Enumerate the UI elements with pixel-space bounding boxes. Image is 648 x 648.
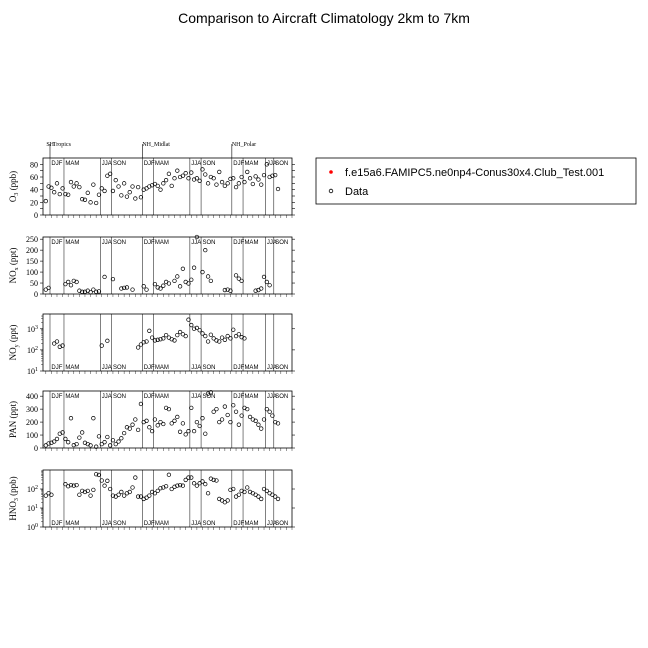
season-label: SON: [112, 161, 126, 167]
y-axis-label: PAN (ppt): [8, 401, 18, 438]
data-point: [192, 429, 196, 433]
data-point: [103, 189, 107, 193]
data-point: [257, 178, 261, 182]
data-point: [78, 493, 82, 497]
region-label: SH: [46, 142, 55, 148]
data-point: [259, 183, 263, 187]
data-point: [173, 176, 177, 180]
data-point: [203, 334, 207, 338]
data-point: [167, 172, 171, 176]
data-point: [134, 418, 138, 422]
panel-hno3: [8, 470, 295, 532]
y-tick-label: $10^1$: [27, 367, 38, 376]
y-tick-label: $10^2$: [27, 485, 38, 494]
panel-pan: [8, 390, 295, 453]
data-point: [245, 170, 249, 174]
data-point: [131, 486, 135, 490]
data-point: [192, 266, 196, 270]
y-tick-label: 250: [26, 235, 38, 245]
season-label: JJA: [191, 161, 202, 167]
y-tick-label: 80: [30, 160, 38, 170]
data-point: [226, 499, 230, 503]
data-point: [148, 425, 152, 429]
data-point: [136, 185, 140, 189]
data-point: [178, 430, 182, 434]
data-point: [237, 332, 241, 336]
season-label: JJA: [191, 394, 202, 400]
data-point: [125, 195, 129, 199]
season-label: JJA: [191, 240, 202, 246]
season-label: MAM: [65, 521, 80, 527]
season-label: SON: [202, 394, 216, 400]
season-label: SON: [275, 365, 289, 371]
data-point: [103, 484, 107, 488]
data-point: [89, 494, 93, 498]
season-label: DJF: [143, 161, 155, 167]
season-label: MAM: [65, 365, 80, 371]
season-label: JJA: [101, 394, 112, 400]
data-point: [181, 267, 185, 271]
data-point: [209, 333, 213, 337]
data-point: [86, 191, 90, 195]
season-label: SON: [112, 365, 126, 371]
data-point: [128, 190, 132, 194]
region-label: Tropics: [52, 142, 71, 148]
data-point: [162, 182, 166, 186]
data-point: [170, 184, 174, 188]
data-point: [173, 279, 177, 283]
data-point: [203, 482, 207, 486]
season-label: MAM: [244, 240, 259, 246]
y-tick-label: 400: [26, 392, 38, 402]
data-point: [175, 169, 179, 173]
data-point: [257, 423, 261, 427]
data-point: [251, 182, 255, 186]
data-point: [122, 431, 126, 435]
y-tick-label: 300: [26, 405, 38, 415]
data-point: [156, 424, 160, 428]
y-axis-label: $HNO_3$ (ppb): [8, 476, 20, 521]
season-label: MAM: [65, 161, 80, 167]
data-point: [223, 338, 227, 342]
region-label: NH_Polar: [231, 142, 257, 148]
y-tick-label: 150: [26, 257, 38, 267]
data-point: [55, 182, 59, 186]
season-label: JJA: [266, 161, 277, 167]
season-label: SON: [275, 521, 289, 527]
data-point: [276, 187, 280, 191]
legend: [316, 158, 636, 204]
panels: [8, 142, 295, 532]
data-point: [148, 329, 152, 333]
data-point: [55, 340, 59, 344]
data-point: [226, 413, 230, 417]
season-label: DJF: [233, 394, 245, 400]
season-label: DJF: [51, 365, 63, 371]
data-point: [92, 416, 96, 420]
plot-frame: [43, 470, 292, 527]
data-point: [215, 183, 219, 187]
season-label: MAM: [65, 394, 80, 400]
y-tick-label: 0: [34, 444, 38, 453]
season-label: MAM: [244, 394, 259, 400]
season-label: JJA: [266, 240, 277, 246]
y-tick-label: 0: [34, 211, 38, 220]
data-point: [234, 185, 238, 189]
y-tick-label: 200: [26, 418, 38, 428]
season-label: JJA: [266, 394, 277, 400]
season-label: SON: [202, 240, 216, 246]
data-point: [55, 437, 59, 441]
data-point: [175, 333, 179, 337]
season-label: DJF: [233, 161, 245, 167]
data-point: [237, 182, 241, 186]
season-label: SON: [112, 240, 126, 246]
data-point: [134, 476, 138, 480]
data-point: [89, 201, 93, 205]
data-point: [136, 346, 140, 350]
data-point: [136, 428, 140, 432]
data-point: [206, 340, 210, 344]
season-label: JJA: [191, 521, 202, 527]
data-point: [220, 180, 224, 184]
season-label: MAM: [244, 365, 259, 371]
data-point: [156, 184, 160, 188]
data-point: [92, 488, 96, 492]
data-point: [114, 178, 118, 182]
data-point: [44, 199, 48, 203]
data-point: [106, 479, 110, 483]
y-tick-label: 60: [30, 173, 38, 182]
season-label: SON: [275, 394, 289, 400]
data-point: [106, 435, 110, 439]
y-tick-label: $10^2$: [27, 345, 38, 355]
season-label: JJA: [101, 240, 112, 246]
season-label: SON: [112, 394, 126, 400]
data-point: [162, 284, 166, 288]
data-point: [203, 432, 207, 436]
season-label: DJF: [143, 521, 155, 527]
data-point: [58, 192, 62, 196]
y-tick-label: 50: [30, 279, 38, 289]
season-label: SON: [275, 240, 289, 246]
y-axis-label: $NO_y$ (ppt): [8, 324, 20, 361]
season-label: MAM: [244, 161, 259, 167]
season-label: DJF: [51, 240, 63, 246]
season-label: JJA: [101, 521, 112, 527]
legend-data-label: Data: [345, 186, 369, 198]
data-point: [92, 183, 96, 187]
data-point: [223, 405, 227, 409]
data-point: [245, 486, 249, 490]
data-point: [122, 182, 126, 186]
data-point: [184, 171, 188, 175]
season-label: MAM: [244, 521, 259, 527]
data-point: [181, 422, 185, 426]
season-label: DJF: [143, 365, 155, 371]
y-axis-label: $O_3$ (ppb): [8, 170, 20, 203]
data-point: [254, 175, 258, 179]
y-tick-label: 40: [30, 185, 38, 195]
season-label: MAM: [154, 394, 169, 400]
data-point: [131, 185, 135, 189]
season-label: DJF: [51, 161, 63, 167]
y-axis-label: $NO_x$ (ppt): [8, 247, 20, 284]
data-point: [175, 275, 179, 279]
season-label: SON: [202, 521, 216, 527]
data-point: [248, 176, 252, 180]
data-point: [167, 473, 171, 477]
data-point: [234, 274, 238, 278]
data-point: [173, 419, 177, 423]
season-label: DJF: [143, 394, 155, 400]
data-point: [203, 248, 207, 252]
y-tick-label: $10^0$: [27, 523, 38, 532]
data-point: [259, 287, 263, 291]
data-point: [206, 182, 210, 186]
season-label: SON: [202, 161, 216, 167]
season-label: MAM: [154, 521, 169, 527]
data-point: [80, 431, 84, 435]
chart-title: Comparison to Aircraft Climatology 2km to 7km: [178, 10, 470, 26]
data-point: [66, 280, 70, 284]
data-point: [117, 493, 121, 497]
y-tick-label: $10^1$: [27, 504, 38, 513]
season-label: MAM: [154, 161, 169, 167]
data-point: [259, 427, 263, 431]
data-point: [276, 497, 280, 501]
season-label: SON: [112, 521, 126, 527]
season-label: JJA: [191, 365, 202, 371]
data-point: [159, 188, 163, 192]
data-point: [131, 423, 135, 427]
plot-frame: [43, 314, 292, 371]
season-label: MAM: [154, 240, 169, 246]
y-tick-label: 100: [26, 268, 38, 278]
data-point: [69, 283, 73, 287]
data-point: [120, 436, 124, 440]
data-point: [78, 185, 82, 189]
panel-o3: [8, 142, 295, 220]
y-tick-label: 20: [30, 198, 38, 208]
season-label: DJF: [233, 240, 245, 246]
data-point: [131, 288, 135, 292]
legend-model-marker: [329, 170, 333, 174]
season-label: MAM: [65, 240, 80, 246]
season-label: DJF: [233, 521, 245, 527]
data-point: [69, 416, 73, 420]
region-label: NH_Midlat: [142, 142, 170, 148]
y-tick-label: 100: [26, 431, 38, 441]
data-point: [226, 182, 230, 186]
season-label: DJF: [51, 394, 63, 400]
season-label: DJF: [51, 521, 63, 527]
data-point: [203, 173, 207, 177]
data-point: [268, 410, 272, 414]
data-point: [268, 283, 272, 287]
y-tick-label: $10^3$: [27, 324, 38, 334]
panel-noy: [8, 314, 295, 376]
data-point: [75, 182, 79, 186]
season-label: JJA: [101, 365, 112, 371]
data-point: [117, 185, 121, 189]
data-point: [209, 279, 213, 283]
data-point: [117, 440, 121, 444]
data-point: [72, 185, 76, 189]
data-point: [120, 490, 124, 494]
season-label: DJF: [233, 365, 245, 371]
data-point: [148, 494, 152, 498]
data-point: [120, 194, 124, 198]
data-point: [215, 407, 219, 411]
data-point: [69, 180, 73, 184]
panel-nox: [8, 235, 295, 299]
legend-model-label: f.e15a6.FAMIPC5.ne0np4-Conus30x4.Club_Test.001: [345, 167, 605, 179]
data-point: [259, 497, 263, 501]
data-point: [145, 288, 149, 292]
season-label: MAM: [154, 365, 169, 371]
y-tick-label: 200: [26, 246, 38, 256]
season-label: JJA: [101, 161, 112, 167]
data-point: [94, 201, 98, 205]
data-point: [103, 275, 107, 279]
data-point: [106, 339, 110, 343]
data-point: [195, 420, 199, 424]
data-point: [237, 423, 241, 427]
data-point: [220, 418, 224, 422]
data-point: [217, 170, 221, 174]
data-point: [78, 436, 82, 440]
data-point: [206, 491, 210, 495]
data-point: [206, 275, 210, 279]
season-label: DJF: [143, 240, 155, 246]
season-label: SON: [202, 365, 216, 371]
data-point: [103, 440, 107, 444]
data-point: [134, 197, 138, 201]
data-point: [237, 493, 241, 497]
data-point: [52, 190, 56, 194]
season-label: SON: [275, 161, 289, 167]
season-label: JJA: [266, 365, 277, 371]
data-point: [164, 178, 168, 182]
data-point: [234, 410, 238, 414]
data-point: [184, 334, 188, 338]
data-point: [162, 422, 166, 426]
data-point: [175, 415, 179, 419]
data-point: [184, 433, 188, 437]
data-point: [178, 285, 182, 289]
data-point: [66, 440, 70, 444]
y-tick-label: 0: [34, 290, 38, 299]
season-label: JJA: [266, 521, 277, 527]
data-point: [167, 282, 171, 286]
